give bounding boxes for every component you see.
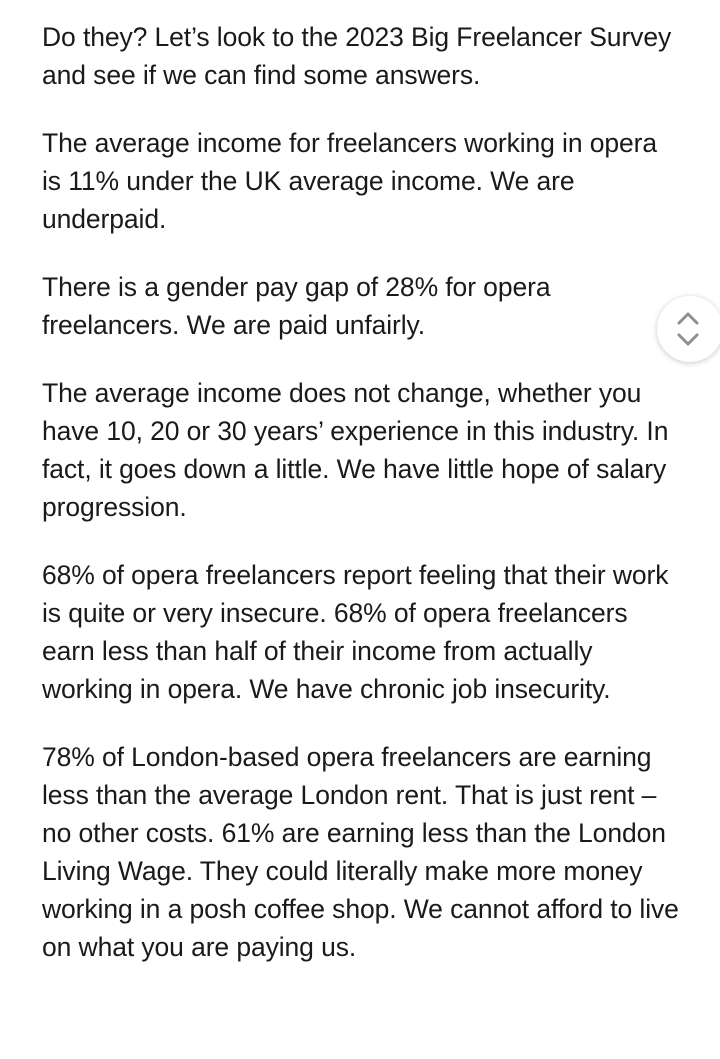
paragraph-london-rent: 78% of London-based opera freelancers are earning less than the average London rent. That is just rent – no other costs. 61% are earning less than the London Living Wage. They could literally make more money working in a posh coffee shop. We cannot afford to live on what you are paying us.	[42, 742, 679, 962]
paragraph-intro: Do they? Let’s look to the 2023 Big Freelancer Survey and see if we can find some answers.	[42, 22, 672, 90]
chevron-down-icon[interactable]	[676, 332, 700, 348]
paragraph-salary-progression: The average income does not change, whether you have 10, 20 or 30 years’ experience in this industry. In fact, it goes down a little. We have little hope of salary progression.	[42, 378, 669, 522]
paragraph-average-income: The average income for freelancers working in opera is 11% under the UK average income. We are underpaid.	[42, 128, 658, 234]
paragraph-gender-pay-gap: There is a gender pay gap of 28% for opera freelancers. We are paid unfairly.	[42, 272, 551, 340]
chevron-up-icon[interactable]	[676, 310, 700, 326]
scroll-navigation-button[interactable]	[657, 296, 720, 362]
article-body	[42, 18, 682, 996]
paragraph-job-insecurity: 68% of opera freelancers report feeling that their work is quite or very insecure. 68% of opera freelancers earn less than half of their income from actually working in opera. We have chronic job insecurity.	[42, 560, 669, 704]
